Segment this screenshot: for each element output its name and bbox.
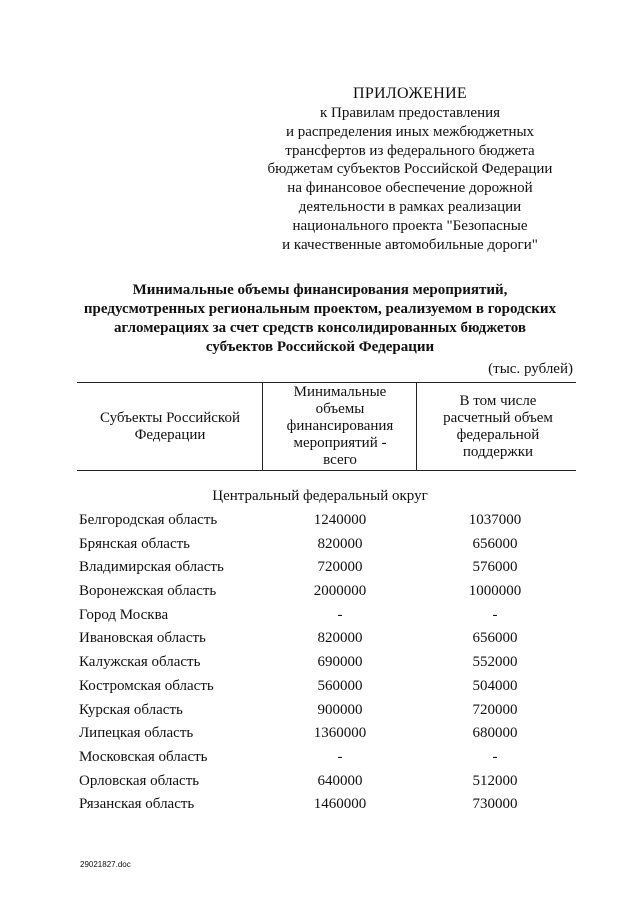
title-line: субъектов Российской Федерации xyxy=(205,339,435,355)
federal-value: 1000000 xyxy=(468,583,522,600)
table-row xyxy=(0,534,640,558)
appendix-line: к Правилам предоставления xyxy=(319,105,501,121)
table-row xyxy=(0,510,640,534)
federal-value: 504000 xyxy=(472,677,518,694)
appendix-line: на финансовое обеспечение дорожной xyxy=(287,180,533,197)
total-value: 900000 xyxy=(317,701,363,718)
table-row xyxy=(0,747,640,771)
region-name: Липецкая область xyxy=(79,725,194,742)
federal-value: 656000 xyxy=(472,630,518,647)
total-value: 2000000 xyxy=(313,583,367,600)
region-name: Владимирская область xyxy=(79,559,224,576)
file-name-footer: 29021827.doc xyxy=(80,860,131,869)
appendix-line: деятельности в рамках реализации xyxy=(298,198,522,215)
total-value: - xyxy=(337,748,343,765)
table-row xyxy=(0,628,640,652)
table-header xyxy=(77,382,576,471)
region-name: Костромская область xyxy=(79,677,214,694)
district-heading: Центральный федеральный округ xyxy=(212,488,428,504)
table-row xyxy=(0,794,640,818)
federal-value: - xyxy=(492,748,498,765)
region-name: Город Москва xyxy=(79,606,169,623)
appendix-title: ПРИЛОЖЕНИЕ xyxy=(352,85,467,102)
table-row xyxy=(0,557,640,581)
title-line: предусмотренных региональным проектом, реализуемом в городских xyxy=(83,301,557,317)
appendix-line: и распределения иных межбюджетных xyxy=(285,123,535,140)
total-value: 690000 xyxy=(317,654,363,671)
region-name: Брянская область xyxy=(79,535,191,552)
total-value: 560000 xyxy=(317,677,363,694)
table-row xyxy=(0,605,640,629)
column-divider xyxy=(416,382,417,471)
appendix-line: бюджетам субъектов Российской Федерации xyxy=(267,161,553,178)
total-value: 640000 xyxy=(317,772,363,789)
region-name: Ивановская область xyxy=(79,630,206,647)
region-name: Калужская область xyxy=(79,654,201,671)
units-label: (тыс. рублей) xyxy=(488,361,573,377)
region-name: Воронежская область xyxy=(79,583,217,600)
total-value: 820000 xyxy=(317,535,363,552)
appendix-line: трансфертов из федерального бюджета xyxy=(285,142,535,159)
table-body xyxy=(0,510,640,818)
total-value: - xyxy=(337,606,343,623)
region-name: Орловская область xyxy=(79,772,200,789)
total-value: 1360000 xyxy=(313,725,367,742)
region-name: Рязанская область xyxy=(79,796,195,813)
table-row xyxy=(0,723,640,747)
column-divider xyxy=(262,382,263,471)
header-cell-subject: Субъекты Российской Федерации xyxy=(99,409,240,443)
table-row xyxy=(0,676,640,700)
table-row xyxy=(0,700,640,724)
federal-value: 576000 xyxy=(472,559,518,576)
federal-value: 552000 xyxy=(472,654,518,671)
federal-value: 656000 xyxy=(472,535,518,552)
region-name: Курская область xyxy=(79,701,183,718)
title-line: агломерациях за счет средств консолидированных бюджетов xyxy=(114,320,526,336)
title-line: Минимальные объемы финансирования мероприятий, xyxy=(132,282,508,298)
region-name: Московская область xyxy=(79,748,208,765)
total-value: 820000 xyxy=(317,630,363,647)
total-value: 1460000 xyxy=(313,796,367,813)
document-title xyxy=(60,281,580,357)
appendix-line: национального проекта "Безопасные xyxy=(292,217,528,234)
total-value: 1240000 xyxy=(313,512,367,528)
federal-value: 512000 xyxy=(472,772,518,789)
federal-value: 1037000 xyxy=(468,512,522,528)
region-name: Белгородская область xyxy=(79,512,218,528)
appendix-block xyxy=(250,84,570,254)
federal-value: 680000 xyxy=(472,725,518,742)
federal-value: 730000 xyxy=(472,796,518,813)
federal-value: 720000 xyxy=(472,701,518,718)
table-row xyxy=(0,771,640,795)
header-cell-federal: В том числе расчетный объем федеральной поддержки xyxy=(443,392,553,460)
table-row xyxy=(0,652,640,676)
table-row xyxy=(0,581,640,605)
federal-value: - xyxy=(492,606,498,623)
appendix-line: и качественные автомобильные дороги" xyxy=(282,236,538,253)
total-value: 720000 xyxy=(317,559,363,576)
header-cell-total: Минимальные объемы финансирования мероприятий - всего xyxy=(286,384,394,468)
